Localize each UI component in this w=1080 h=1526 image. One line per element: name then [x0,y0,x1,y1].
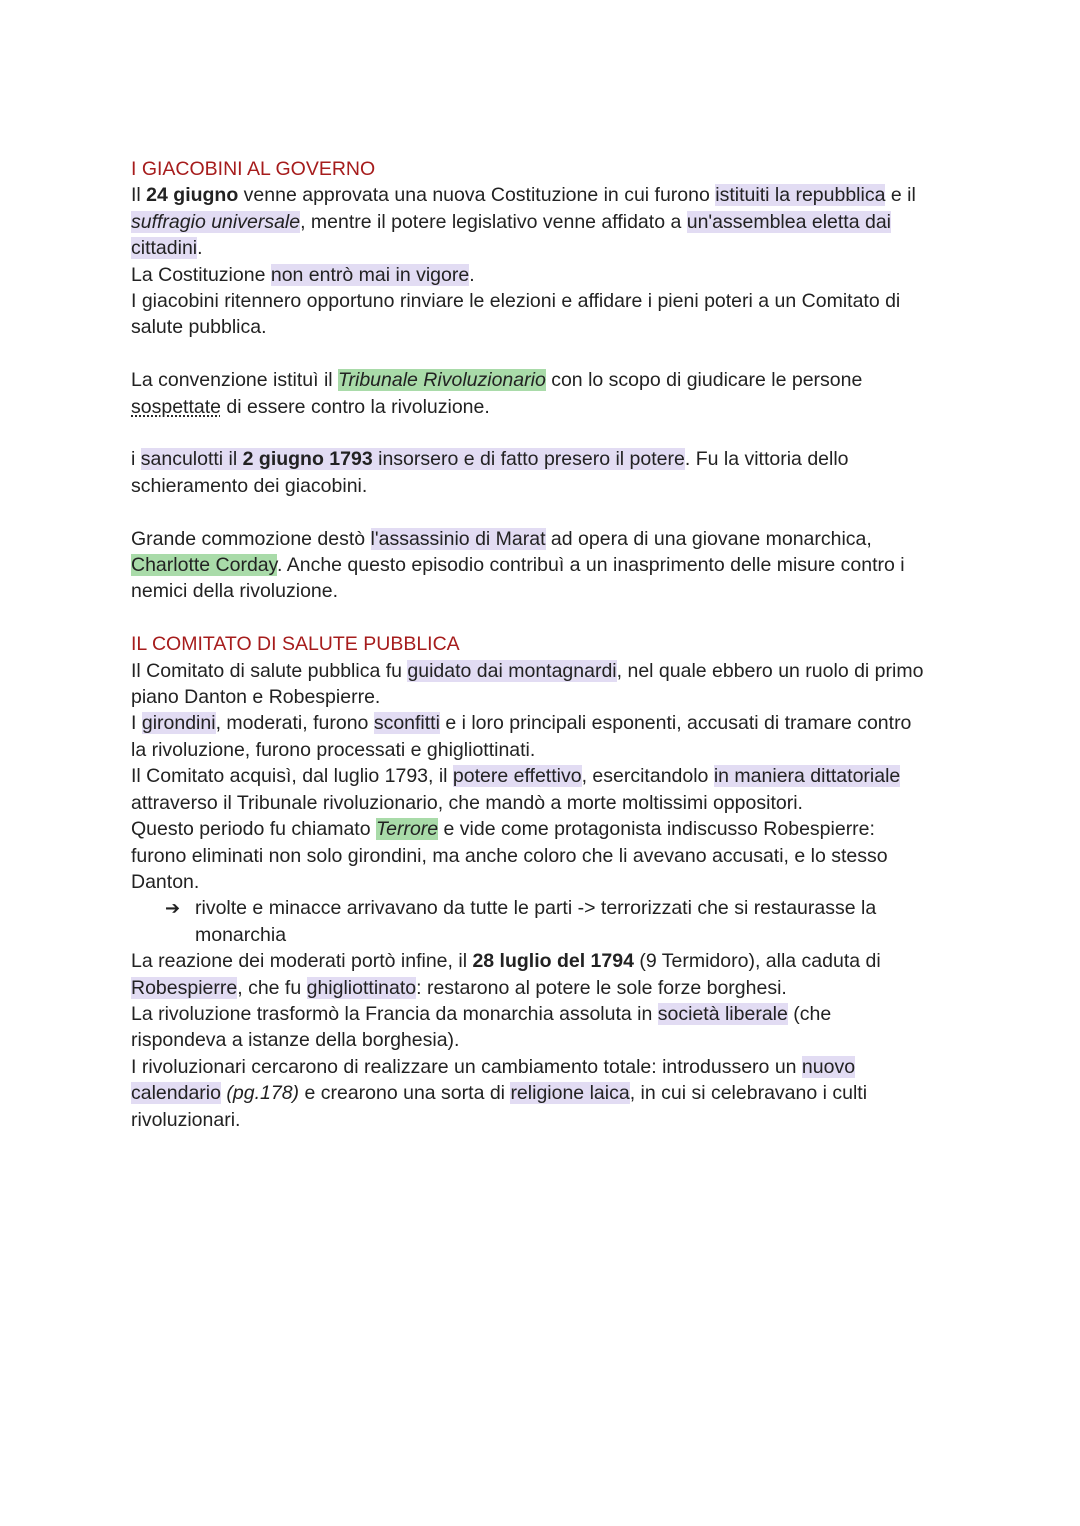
text-span: . Anche questo episodio contribuì a un inasprimento delle misure contro i [276,554,905,577]
text-span: ad opera di una giovane monarchica, [545,527,872,550]
text-span: i [131,448,141,471]
text-line [131,552,951,578]
text-span: (che [787,1002,832,1025]
highlight-green: Terrore [375,818,439,841]
text-line: schieramento dei giacobini. [131,474,368,497]
text-span: . [197,237,203,260]
text-span: , mentre il potere legislativo venne affidato a [300,210,687,233]
paragraph-gap [131,420,951,446]
text-span: La Costituzione [131,263,271,286]
text-span: , nel quale ebbero un ruolo di primo [616,659,924,682]
text-span: (9 Termidoro), alla caduta di [633,950,881,973]
bold-text: 28 luglio del 1794 [472,950,634,973]
text-span: . [469,263,475,286]
highlight-purple: istituiti la repubblica [715,184,886,207]
highlight-purple: girondini [141,712,216,735]
highlight-purple: potere effettivo [452,765,582,788]
bullet-text: rivolte e minacce arrivavano da tutte le parti -> terrorizzati che si restaurasse la [195,897,877,920]
text-line [131,816,951,842]
arrow-right-icon: ➔ [165,898,181,919]
text-span: I [131,712,142,735]
text-span: La reazione dei moderati portò infine, il [131,950,473,973]
text-span: e crearono una sorta di [299,1082,511,1105]
text-line [131,182,951,208]
text-span: Il Comitato acquisì, dal luglio 1793, il [131,765,453,788]
bullet-item [131,895,951,921]
highlight-purple [141,448,685,470]
bold-text: 2 giugno 1793 [242,448,373,471]
text-line [131,763,951,789]
highlight-purple: sconfitti [373,712,440,735]
text-span: : restarono al potere le sole forze borghesi. [416,976,787,999]
text-span: , che fu [237,976,307,999]
text-line: rivoluzionari. [131,1108,241,1131]
text-span: Questo periodo fu chiamato [131,818,376,841]
text-span: Il [131,184,147,207]
text-line: furono eliminati non solo girondini, ma anche coloro che li avevano accusati, e lo stesso [131,844,888,867]
text-line [131,1001,951,1027]
text-span: insorsero e di fatto presero il potere [372,448,685,471]
text-line: attraverso il Tribunale rivoluzionario, che mandò a morte moltissimi oppositori. [131,791,803,814]
paragraph-gap [131,499,951,525]
text-line [131,235,951,261]
text-line [131,948,951,974]
text-line: piano Danton e Robespierre. [131,686,381,709]
highlight-green: Tribunale Rivoluzionario [338,369,546,392]
text-line: la rivoluzione, furono processati e ghigliottinati. [131,738,536,761]
text-line [131,394,951,420]
text-span: I rivoluzionari cercarono di realizzare un cambiamento totale: introdussero un [131,1055,802,1078]
highlight-purple: ghigliottinato [306,976,417,999]
italic-reference: (pg.178) [226,1082,300,1105]
text-line: Danton. [131,870,200,893]
text-span: Grande commozione destò [131,527,371,550]
paragraph-gap [131,341,951,367]
highlight-purple: società liberale [657,1002,788,1025]
text-line [131,526,951,552]
text-span: La convenzione istituì il [131,369,339,392]
text-line: I giacobini ritennero opportuno rinviare le elezioni e affidare i pieni poteri a un Comitato di [131,290,901,313]
text-span: e vide come protagonista indiscusso Robespierre: [438,818,875,841]
bullet-continuation: monarchia [195,923,287,946]
text-span: con lo scopo di giudicare le persone [545,369,863,392]
text-line: rispondeva a istanze della borghesia). [131,1029,460,1052]
highlight-purple: l'assassinio di Marat [370,527,546,550]
text-span: . Fu la vittoria dello [684,448,849,471]
highlight-purple: non entrò mai in vigore [270,263,470,286]
highlight-purple: in maniera dittatoriale [713,765,901,788]
text-line [131,262,951,288]
bold-text: 24 giugno [146,184,239,207]
text-span: , in cui si celebravano i culti [629,1082,868,1105]
text-line [131,1054,951,1080]
text-line [131,710,951,736]
text-line [131,658,951,684]
text-line [131,367,951,393]
text-line: salute pubblica. [131,316,267,339]
highlight-purple: cittadini [131,237,198,260]
underlined-text: sospettate [131,395,221,418]
highlight-purple: religione laica [510,1082,630,1105]
highlight-purple: guidato dai montagnardi [407,659,617,682]
highlight-purple: suffragio universale [131,210,301,233]
text-span: sanculotti il [140,448,243,471]
text-span: La rivoluzione trasformò la Francia da monarchia assoluta in [131,1002,658,1025]
document-content [131,156,951,1133]
section-heading-giacobini: I GIACOBINI AL GOVERNO [131,158,376,180]
text-span: e i loro principali esponenti, accusati di tramare contro [439,712,912,735]
highlight-purple: calendario [131,1082,221,1105]
text-span: , esercitandolo [581,765,714,788]
highlight-purple: nuovo [801,1055,856,1078]
text-span: , moderati, furono [215,712,374,735]
highlight-green: Charlotte Corday [131,554,277,577]
text-line [131,209,951,235]
text-span: venne approvata una nuova Costituzione in cui furono [238,184,716,207]
text-span: e il [885,184,916,207]
text-span: di essere contro la rivoluzione. [220,395,490,418]
text-line: nemici della rivoluzione. [131,580,339,603]
highlight-purple: Robespierre [131,976,238,999]
text-line [131,446,951,472]
text-line [131,1080,951,1106]
text-span: Il Comitato di salute pubblica fu [131,659,408,682]
section-heading-comitato: IL COMITATO DI SALUTE PUBBLICA [131,633,460,656]
text-line [131,975,951,1001]
paragraph-gap [131,605,951,631]
highlight-purple: un'assemblea eletta dai [686,210,891,233]
